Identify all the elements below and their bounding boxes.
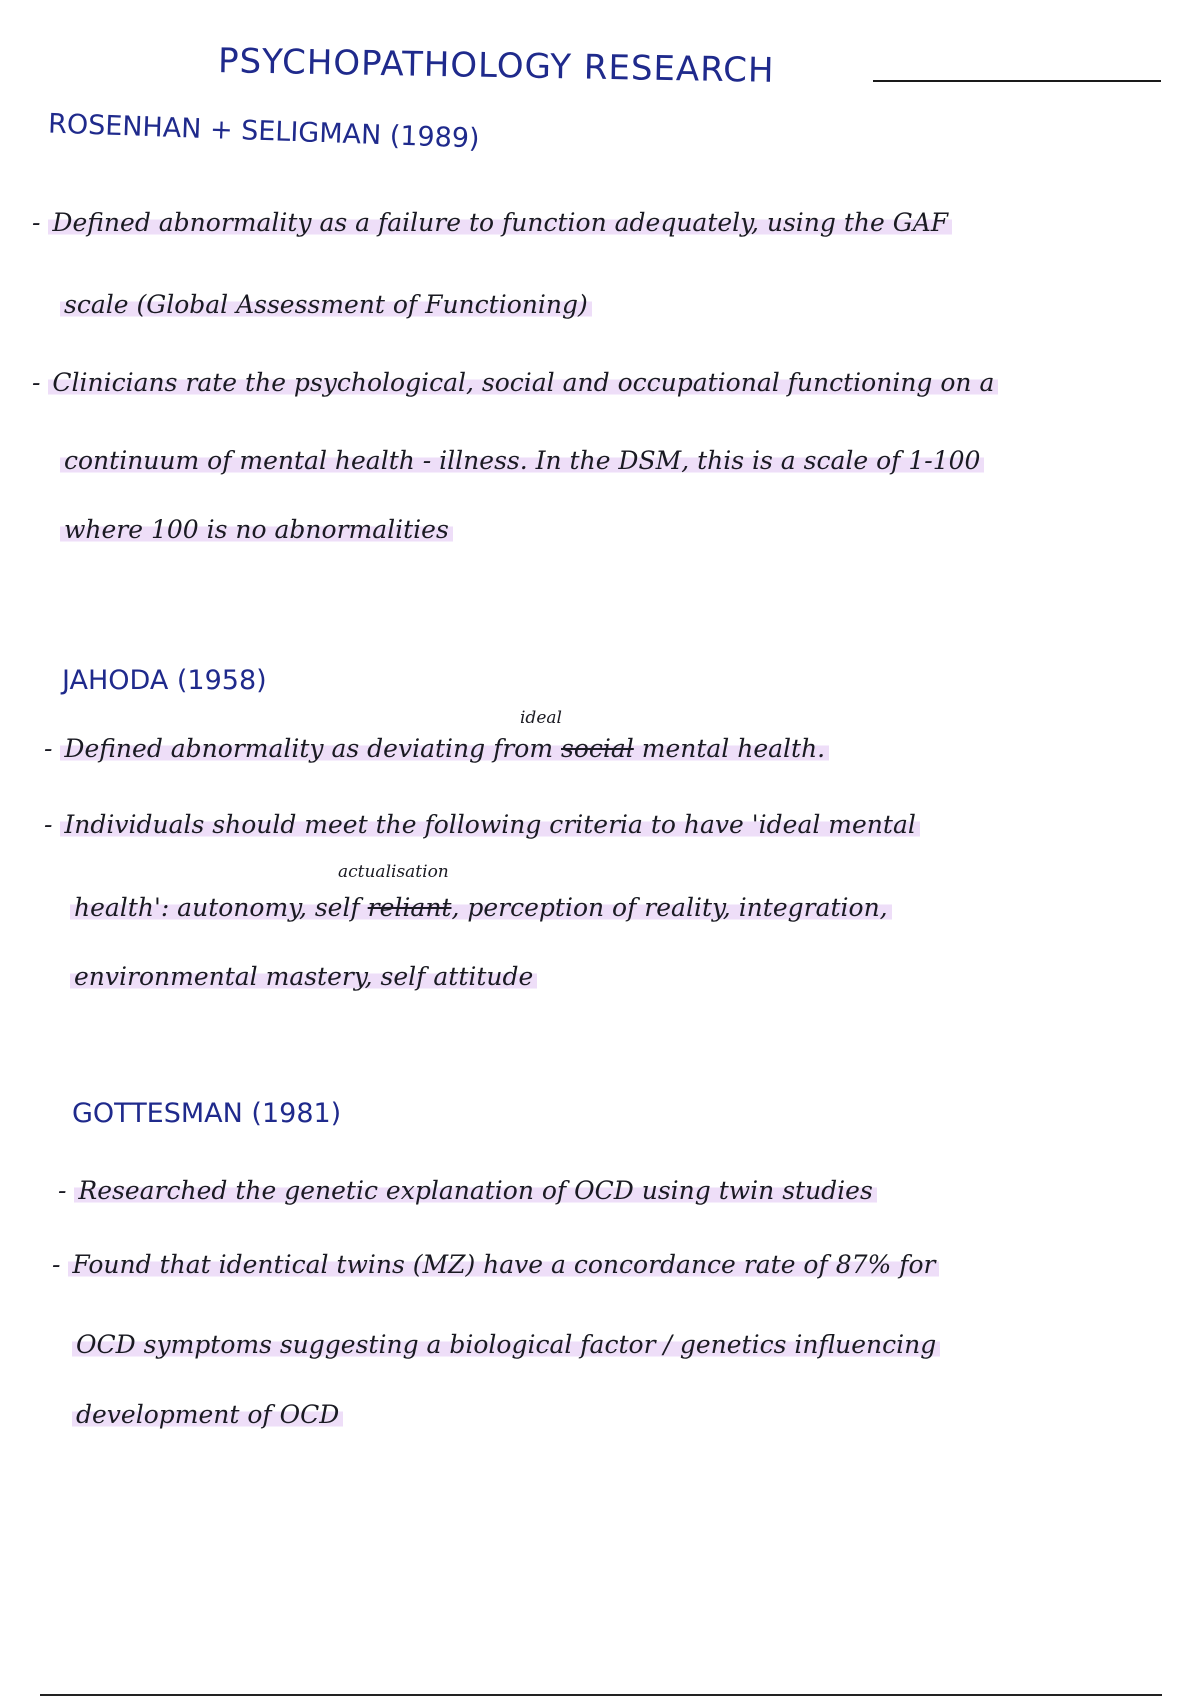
section-heading-gottesman: GOTTESMAN (1981) <box>72 1098 342 1129</box>
note-text <box>70 893 892 922</box>
note-line <box>70 893 892 922</box>
section-heading-rosenhan: ROSENHAN + SELIGMAN (1989) <box>47 108 481 155</box>
note-text: Clinicians rate the psychological, social and occupational functioning on a <box>48 368 998 397</box>
top-rule-divider <box>873 80 1161 82</box>
note-text <box>60 734 829 763</box>
note-text: scale (Global Assessment of Functioning) <box>60 290 592 319</box>
note-text-part: health': autonomy, self <box>74 893 368 922</box>
insertion-ideal: ideal <box>520 708 562 728</box>
bullet: - <box>32 208 41 237</box>
note-line <box>72 1400 343 1429</box>
note-text: Defined abnormality as a failure to function adequately, using the GAF <box>48 208 952 237</box>
struck-word: reliant <box>367 893 452 922</box>
note-text: continuum of mental health - illness. In the DSM, this is a scale of 1-100 <box>60 446 984 475</box>
bullet: - <box>58 1176 67 1205</box>
note-line <box>60 446 984 475</box>
note-text: Found that identical twins (MZ) have a concordance rate of 87% for <box>68 1250 939 1279</box>
bullet: - <box>44 810 53 839</box>
bullet: - <box>52 1250 61 1279</box>
note-line <box>72 1330 940 1359</box>
note-line <box>44 734 829 763</box>
bullet: - <box>44 734 53 763</box>
note-line <box>32 368 998 397</box>
note-line <box>58 1176 877 1205</box>
note-text: where 100 is no abnormalities <box>60 515 453 544</box>
note-text: environmental mastery, self attitude <box>70 962 537 991</box>
bottom-rule-divider <box>40 1694 1162 1696</box>
struck-word: social <box>561 734 634 763</box>
section-heading-jahoda: JAHODA (1958) <box>62 665 267 696</box>
page-title: PSYCHOPATHOLOGY RESEARCH <box>217 41 775 91</box>
note-text: OCD symptoms suggesting a biological factor / genetics influencing <box>72 1330 940 1359</box>
note-line <box>60 515 453 544</box>
note-line <box>70 962 537 991</box>
note-text: development of OCD <box>72 1400 343 1429</box>
note-text-part: mental health. <box>633 734 826 763</box>
note-text: Researched the genetic explanation of OCD using twin studies <box>74 1176 876 1205</box>
note-line <box>60 290 592 319</box>
note-text-part: , perception of reality, integration, <box>451 893 888 922</box>
bullet: - <box>32 368 41 397</box>
note-text-part: Defined abnormality as deviating from <box>64 734 562 763</box>
note-line <box>32 208 952 237</box>
note-text: Individuals should meet the following criteria to have 'ideal mental <box>60 810 919 839</box>
note-line <box>52 1250 939 1279</box>
insertion-actualisation: actualisation <box>338 862 449 882</box>
note-line <box>44 810 920 839</box>
